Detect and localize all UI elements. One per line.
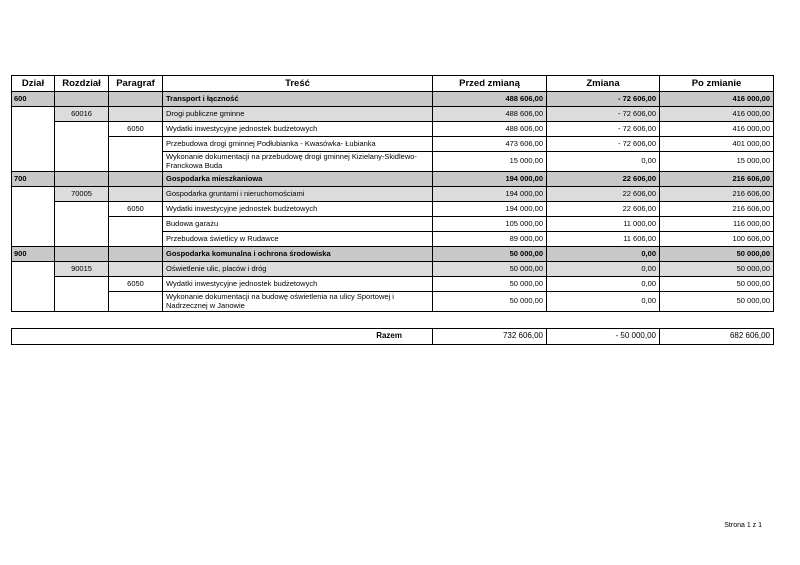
paragraf-przed: 488 606,00 [433,122,547,137]
rozdzial-code: 70005 [55,187,109,202]
rozdzial-przed: 488 606,00 [433,107,547,122]
dzial-name: Gospodarka komunalna i ochrona środowiska [163,247,433,262]
paragraf-po: 216 606,00 [660,202,774,217]
paragraf-name: Wydatki inwestycyjne jednostek budżetowych [163,277,433,292]
rozdzial-name: Gospodarka gruntami i nieruchomościami [163,187,433,202]
rozdzial-zmiana: 22 606,00 [547,187,660,202]
item-name: Wykonanie dokumentacji na budowę oświetlenia na ulicy Sportowej i Nadrzecznej w Janowie [163,292,433,312]
total-label: Razem [12,329,433,345]
item-po: 50 000,00 [660,292,774,312]
total-table [11,328,774,345]
budget-table [11,75,774,312]
rozdzial-po: 216 606,00 [660,187,774,202]
item-przed: 105 000,00 [433,217,547,232]
item-row [12,292,774,312]
paragraf-zmiana: - 72 606,00 [547,122,660,137]
total-po: 682 606,00 [660,329,774,345]
header-przed-zmiana: Przed zmianą [433,76,547,92]
dzial-po: 216 606,00 [660,172,774,187]
dzial-po: 416 000,00 [660,92,774,107]
item-zmiana: - 72 606,00 [547,137,660,152]
rozdzial-name: Oświetlenie ulic, placów i dróg [163,262,433,277]
dzial-code: 900 [12,247,55,262]
total-zmiana: - 50 000,00 [547,329,660,345]
item-przed: 473 606,00 [433,137,547,152]
dzial-row [12,92,774,107]
item-po: 100 606,00 [660,232,774,247]
rozdzial-po: 50 000,00 [660,262,774,277]
item-name: Przebudowa świetlicy w Rudawce [163,232,433,247]
dzial-przed: 488 606,00 [433,92,547,107]
item-row [12,137,774,152]
item-name: Wykonanie dokumentacji na przebudowę drogi gminnej Kizielany-Skidlewo-Franckowa Buda [163,152,433,172]
item-zmiana: 11 606,00 [547,232,660,247]
paragraf-po: 50 000,00 [660,277,774,292]
total-row [12,329,774,345]
header-tresc: Treść [163,76,433,92]
paragraf-zmiana: 22 606,00 [547,202,660,217]
header-dzial: Dział [12,76,55,92]
paragraf-name: Wydatki inwestycyjne jednostek budżetowych [163,122,433,137]
paragraf-row [12,122,774,137]
rozdzial-zmiana: - 72 606,00 [547,107,660,122]
total-przed: 732 606,00 [433,329,547,345]
item-row [12,217,774,232]
dzial-zmiana: - 72 606,00 [547,92,660,107]
dzial-name: Gospodarka mieszkaniowa [163,172,433,187]
item-po: 401 000,00 [660,137,774,152]
header-rozdzial: Rozdział [55,76,109,92]
paragraf-przed: 194 000,00 [433,202,547,217]
item-zmiana: 0,00 [547,152,660,172]
dzial-name: Transport i łączność [163,92,433,107]
paragraf-name: Wydatki inwestycyjne jednostek budżetowych [163,202,433,217]
paragraf-zmiana: 0,00 [547,277,660,292]
dzial-code: 600 [12,92,55,107]
rozdzial-name: Drogi publiczne gminne [163,107,433,122]
header-zmiana: Zmiana [547,76,660,92]
item-zmiana: 11 000,00 [547,217,660,232]
item-zmiana: 0,00 [547,292,660,312]
dzial-row [12,247,774,262]
paragraf-przed: 50 000,00 [433,277,547,292]
dzial-code: 700 [12,172,55,187]
dzial-przed: 50 000,00 [433,247,547,262]
paragraf-po: 416 000,00 [660,122,774,137]
rozdzial-po: 416 000,00 [660,107,774,122]
paragraf-row [12,277,774,292]
dzial-zmiana: 0,00 [547,247,660,262]
item-name: Budowa garażu [163,217,433,232]
item-przed: 89 000,00 [433,232,547,247]
header-po-zmianie: Po zmianie [660,76,774,92]
rozdzial-zmiana: 0,00 [547,262,660,277]
item-przed: 15 000,00 [433,152,547,172]
paragraf-code: 6050 [109,122,163,137]
item-po: 15 000,00 [660,152,774,172]
rozdzial-row [12,187,774,202]
page-number: Strona 1 z 1 [724,522,762,529]
rozdzial-przed: 194 000,00 [433,187,547,202]
header-paragraf: Paragraf [109,76,163,92]
rozdzial-code: 60016 [55,107,109,122]
item-przed: 50 000,00 [433,292,547,312]
rozdzial-row [12,262,774,277]
rozdzial-przed: 50 000,00 [433,262,547,277]
item-name: Przebudowa drogi gminnej Podłubianka - Kwasówka- Łubianka [163,137,433,152]
dzial-row [12,172,774,187]
paragraf-row [12,202,774,217]
paragraf-code: 6050 [109,277,163,292]
dzial-przed: 194 000,00 [433,172,547,187]
paragraf-code: 6050 [109,202,163,217]
dzial-po: 50 000,00 [660,247,774,262]
rozdzial-code: 90015 [55,262,109,277]
table-header-row [12,76,774,92]
item-po: 116 000,00 [660,217,774,232]
rozdzial-row [12,107,774,122]
dzial-zmiana: 22 606,00 [547,172,660,187]
